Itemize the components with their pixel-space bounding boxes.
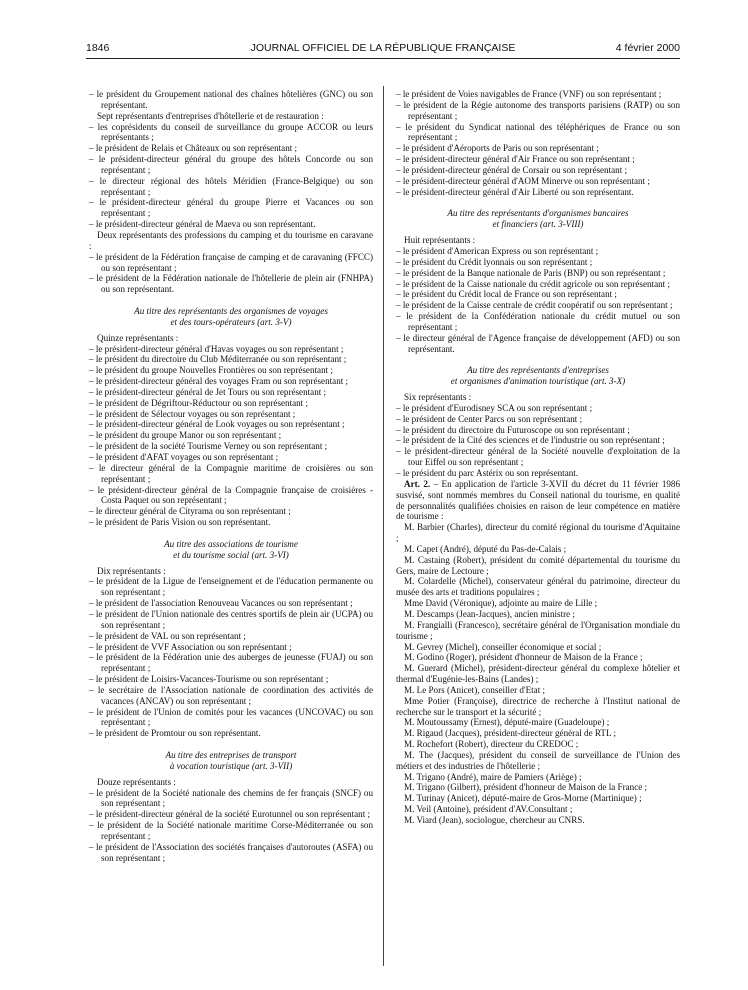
article-2-paragraph bbox=[396, 479, 680, 522]
list-item: – le président du Syndicat national des téléphériques de France ou son représentant ; bbox=[396, 121, 680, 143]
section-heading bbox=[396, 208, 680, 230]
list-item: – le président de la Fédération nationale de l'hôtellerie de plein air (FNHPA) ou son représentant. bbox=[89, 273, 373, 295]
list-item: – le président de Voies navigables de France (VNF) ou son représentant ; bbox=[396, 89, 662, 99]
list-item: – le président du Groupement national des chaînes hôtelières (GNC) ou son représentant. bbox=[89, 89, 373, 110]
member-entry: M. Rochefort (Robert), directeur du CREDOC ; bbox=[404, 739, 579, 750]
issue-date: 4 février 2000 bbox=[615, 42, 680, 54]
member-entry: M. Trigano (André), maire de Pamiers (Ariège) ; bbox=[404, 771, 582, 782]
journal-title: JOURNAL OFFICIEL DE LA RÉPUBLIQUE FRANÇAISE bbox=[250, 42, 516, 54]
list-item: – le président de la Ligue de l'enseignement et de l'éducation permanente ou son représentant ; bbox=[89, 576, 373, 598]
list-item: – le président de Sélectour voyages ou son représentant ; bbox=[89, 408, 296, 419]
list-item: – le président de la Régie autonome des transports parisiens (RATP) ou son représentant ; bbox=[396, 99, 680, 121]
list-item: – le président de l'association Renouveau Vacances ou son représentant ; bbox=[89, 598, 353, 609]
list-item: – le président-directeur général d'Air Liberté ou son représentant. bbox=[396, 186, 634, 197]
member-entry: M. Descamps (Jean-Jacques), ancien ministre ; bbox=[404, 608, 575, 619]
list-item: – le directeur général de Cityrama ou son représentant ; bbox=[89, 506, 291, 517]
list-item: – le président de la Fédération française de camping et de caravaning (FFCC) ou son représentant ; bbox=[89, 251, 373, 273]
list-item: – le président de la Cité des sciences et de l'industrie ou son représentant ; bbox=[396, 435, 665, 446]
item-list bbox=[89, 788, 373, 864]
item-list bbox=[89, 576, 373, 739]
list-item: – le président de Loisirs-Vacances-Tourisme ou son représentant ; bbox=[89, 674, 329, 685]
list-item: – le président de VVF Association ou son représentant ; bbox=[89, 641, 292, 652]
section-heading-line: Au titre des représentants des organismes de voyages bbox=[134, 306, 328, 317]
member-list bbox=[396, 522, 680, 826]
list-item: – le président-directeur général d'Havas voyages ou son représentant ; bbox=[89, 343, 344, 354]
list-item: – le président de VAL ou son représentant ; bbox=[89, 630, 246, 641]
list-item: – le président du Crédit lyonnais ou son représentant ; bbox=[396, 256, 593, 267]
list-item: – le président de la Société nationale des chemins de fer français (SNCF) ou son représentant ; bbox=[89, 787, 373, 809]
list-item: – le président de Relais et Châteaux ou son représentant ; bbox=[89, 143, 298, 154]
list-item: – le président du directoire du Club Méditerranée ou son représentant ; bbox=[89, 354, 347, 365]
list-item: – le président-directeur général des voyages Fram ou son représentant ; bbox=[89, 376, 349, 387]
member-entry: M. Gevrey (Michel), conseiller économique et social ; bbox=[404, 641, 602, 652]
list-item: – le président-directeur général de Maeva ou son représentant. bbox=[89, 219, 316, 230]
list-item: – le président d'AFAT voyages ou son représentant ; bbox=[89, 452, 279, 462]
section-heading bbox=[89, 539, 373, 561]
header-rule bbox=[86, 58, 680, 59]
list-item: – le président de Promtour ou son représentant. bbox=[89, 728, 261, 739]
list-item: – le président-directeur général de la Société nouvelle d'exploitation de la tour Eiffel ou son représentant ; bbox=[396, 446, 680, 468]
list-item: – le président de la Confédération nationale du crédit mutuel ou son représentant ; bbox=[396, 311, 680, 332]
column-divider bbox=[383, 86, 384, 966]
group-intro: Huit représentants : bbox=[404, 235, 476, 246]
article-label: Art. 2. bbox=[404, 478, 431, 489]
member-entry: M. Trigano (Gilbert), président d'honneur de Maison de la France ; bbox=[404, 782, 648, 793]
list-item: – le président-directeur général de Corsair ou son représentant ; bbox=[396, 164, 628, 175]
list-item: – le président de la Caisse nationale du crédit agricole ou son représentant ; bbox=[396, 278, 670, 289]
list-item: – le président-directeur général d'AOM Minerve ou son représentant ; bbox=[396, 175, 650, 186]
list-item: – le président-directeur général d'Air France ou son représentant ; bbox=[396, 154, 635, 165]
section-heading-line: et organismes d'animation touristique (art. 3-X) bbox=[450, 376, 626, 387]
member-entry: M. Castaing (Robert), président du comité départemental du tourisme du Gers, maire de Lectoure ; bbox=[396, 554, 680, 576]
page-number: 1846 bbox=[86, 42, 110, 54]
list-item: – le président de Dégriftour-Réductour ou son représentant ; bbox=[89, 397, 309, 408]
list-item: – le secrétaire de l'Association nationale de coordination des activités de vacances (ANCAV) ou son représentant ; bbox=[89, 684, 373, 706]
member-entry: M. Le Pors (Anicet), conseiller d'Etat ; bbox=[404, 684, 546, 695]
section-heading-line: et des tours-opérateurs (art. 3-V) bbox=[170, 316, 292, 327]
item-list bbox=[396, 89, 680, 197]
item-list bbox=[89, 89, 373, 111]
list-item: – le président de l'Union nationale des centres sportifs de plein air (UCPA) ou son représentant ; bbox=[89, 608, 373, 630]
list-item: – le président de la Fédération unie des auberges de jeunesse (FUAJ) ou son représentant ; bbox=[89, 652, 373, 674]
section-heading-line: Au titre des représentants d'organismes bancaires bbox=[447, 208, 629, 219]
section-heading bbox=[89, 306, 373, 328]
group-intro: Deux représentants des professions du camping et du tourisme en caravane : bbox=[89, 229, 373, 251]
list-item: – le président de Paris Vision ou son représentant. bbox=[89, 517, 271, 528]
section-heading bbox=[89, 750, 373, 772]
list-item: – le président-directeur général de la Compagnie française de croisières - Costa Paquet ou son représentant ; bbox=[89, 484, 373, 506]
list-item: – le président-directeur général de Jet Tours ou son représentant ; bbox=[89, 386, 327, 397]
member-entry: M. Viard (Jean), sociologue, chercheur au CNRS. bbox=[404, 815, 585, 825]
item-list bbox=[89, 252, 373, 295]
member-entry: M. Moutoussamy (Ernest), député-maire (Guadeloupe) ; bbox=[404, 717, 610, 728]
section-heading bbox=[396, 365, 680, 387]
group-intro: Sept représentants d'entreprises d'hôtellerie et de restauration : bbox=[97, 110, 324, 121]
section-heading-line: Au titre des entreprises de transport bbox=[165, 750, 297, 761]
list-item: – le président-directeur général du groupe des hôtels Concorde ou son représentant ; bbox=[89, 154, 373, 175]
section-heading-line: et du tourisme social (art. 3-VI) bbox=[173, 549, 289, 560]
left-column bbox=[89, 89, 373, 864]
list-item: – le président du Crédit local de France ou son représentant ; bbox=[396, 289, 617, 300]
list-item: – le président d'Eurodisney SCA ou son représentant ; bbox=[396, 402, 593, 413]
list-item: – le président du groupe Manor ou son représentant ; bbox=[89, 430, 282, 441]
list-item: – le président de la Banque nationale de Paris (BNP) ou son représentant ; bbox=[396, 267, 666, 278]
list-item: – le président de l'Association des sociétés françaises d'autoroutes (ASFA) ou son représentant ; bbox=[89, 841, 373, 863]
list-item: – le président du groupe Nouvelles Frontières ou son représentant ; bbox=[89, 365, 333, 376]
group-intro: Dix représentants : bbox=[97, 565, 166, 576]
member-entry: M. Turinay (Anicet), député-maire de Gros-Morne (Martinique) ; bbox=[404, 793, 642, 804]
item-list bbox=[89, 344, 373, 528]
group-intro: Quinze représentants : bbox=[97, 332, 179, 343]
right-column bbox=[396, 89, 680, 826]
list-item: – le président de l'Union de comités pour les vacances (UNCOVAC) ou son représentant ; bbox=[89, 706, 373, 728]
member-entry: M. Frangialli (Francesco), secrétaire général de l'Organisation mondiale du tourisme ; bbox=[396, 619, 680, 641]
article-text: – En application de l'article 3-XVII du décret du 11 février 1986 susvisé, sont nommés membres du Conseil national du tourisme, en qualité de personnalités qualifiées choisies en raison de leur compétence en matière de tourisme : bbox=[396, 478, 681, 522]
list-item: – le président d'Aéroports de Paris ou son représentant ; bbox=[396, 143, 599, 154]
item-list bbox=[396, 246, 680, 354]
member-entry: M. Guerard (Michel), président-directeur général du complexe hôtelier et thermal d'Eugénie-les-Bains (Landes) ; bbox=[396, 663, 680, 685]
list-item: – le président-directeur général de la société Eurotunnel ou son représentant ; bbox=[89, 809, 371, 820]
member-entry: M. Barbier (Charles), directeur du comité régional du tourisme d'Aquitaine ; bbox=[396, 522, 680, 544]
running-header bbox=[86, 42, 680, 56]
list-item: – le directeur régional des hôtels Méridien (France-Belgique) ou son représentant ; bbox=[89, 175, 373, 197]
section-heading-line: à vocation touristique (art. 3-VII) bbox=[169, 760, 293, 771]
member-entry: M. The (Jacques), président du conseil de surveillance de l'Union des métiers et des industries de l'hôtellerie ; bbox=[396, 749, 680, 771]
section-heading-line: Au titre des représentants d'entreprises bbox=[467, 365, 609, 376]
list-item: – le président du parc Astérix ou son représentant. bbox=[396, 468, 579, 478]
group-intro: Six représentants : bbox=[404, 392, 472, 403]
item-list bbox=[396, 403, 680, 479]
list-item: – le président d'American Express ou son représentant ; bbox=[396, 245, 599, 256]
section-heading-line: Au titre des associations de tourisme bbox=[164, 538, 298, 549]
group-intro: Douze représentants : bbox=[97, 776, 176, 787]
member-entry: Mme David (Véronique), adjointe au maire de Lille ; bbox=[404, 598, 598, 609]
list-item: – le directeur général de l'Agence française de développement (AFD) ou son représentant. bbox=[396, 332, 680, 354]
list-item: – le président du directoire du Futuroscope ou son représentant ; bbox=[396, 424, 630, 435]
member-entry: M. Veil (Antoine), président d'AV.Consultant ; bbox=[404, 804, 573, 815]
member-entry: M. Colardelle (Michel), conservateur général du patrimoine, directeur du musée des arts et traditions populaires ; bbox=[396, 576, 680, 598]
list-item: – le directeur général de la Compagnie maritime de croisières ou son représentant ; bbox=[89, 462, 373, 484]
list-item: – le président-directeur général de Look voyages ou son représentant ; bbox=[89, 419, 345, 430]
list-item: – les coprésidents du conseil de surveillance du groupe ACCOR ou leurs représentants ; bbox=[89, 121, 373, 143]
list-item: – le président de Center Parcs ou son représentant ; bbox=[396, 413, 583, 424]
list-item: – le président de la Caisse centrale de crédit coopératif ou son représentant ; bbox=[396, 300, 673, 311]
list-item: – le président de la société Tourisme Verney ou son représentant ; bbox=[89, 441, 328, 452]
member-entry: M. Rigaud (Jacques), président-directeur général de RTL ; bbox=[404, 728, 616, 739]
member-entry: Mme Potier (Françoise), directrice de recherche à l'Institut national de recherche sur le transport et la sécurité ; bbox=[396, 695, 680, 717]
list-item: – le président de la Société nationale maritime Corse-Méditerranée ou son représentant ; bbox=[89, 820, 373, 841]
list-item: – le président-directeur général du groupe Pierre et Vacances ou son représentant ; bbox=[89, 197, 373, 219]
item-list bbox=[89, 122, 373, 230]
section-heading-line: et financiers (art. 3-VIII) bbox=[492, 219, 584, 230]
member-entry: M. Godino (Roger), président d'honneur de Maison de la France ; bbox=[404, 652, 643, 663]
member-entry: M. Capet (André), député du Pas-de-Calais ; bbox=[404, 543, 567, 554]
